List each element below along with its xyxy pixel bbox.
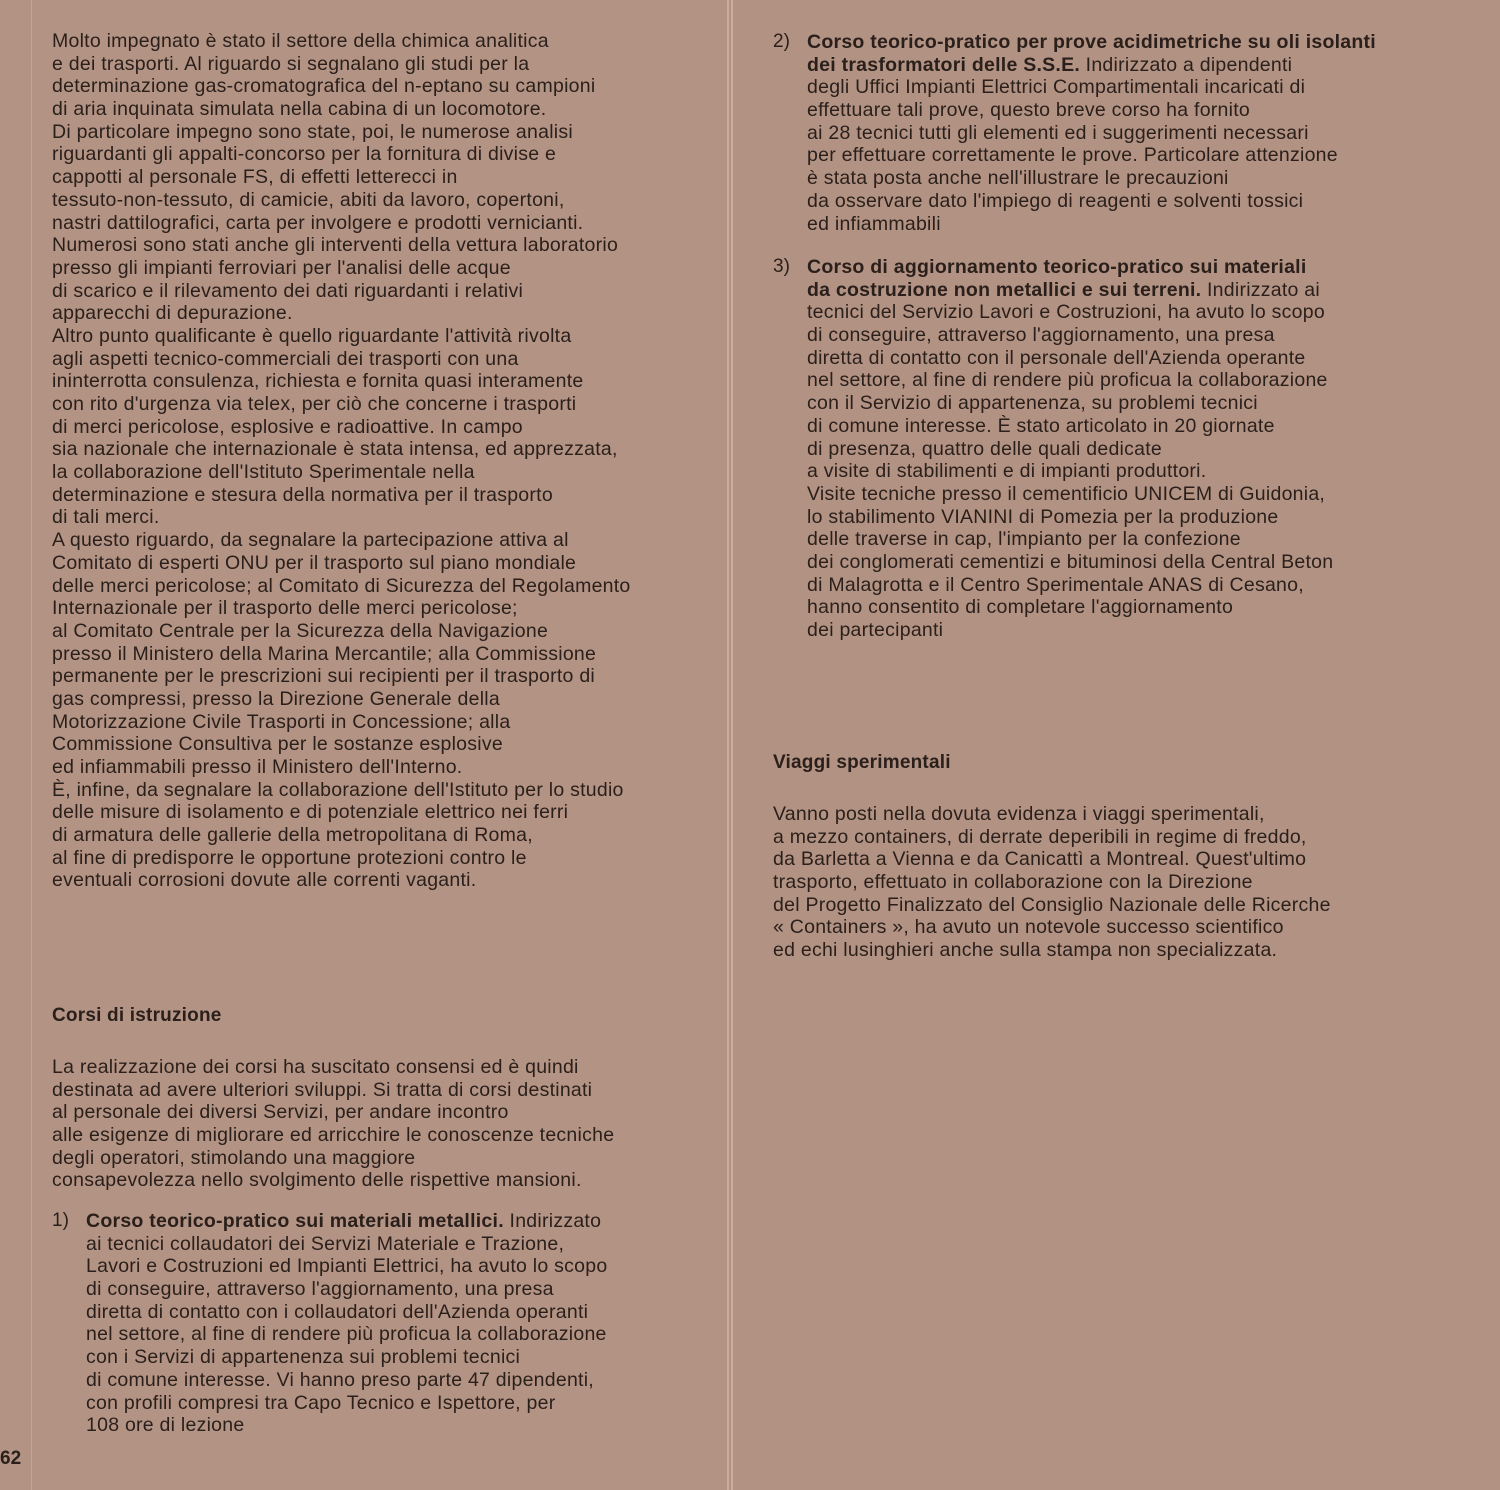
text-line: al personale dei diversi Servizi, per andare incontro: [52, 1101, 509, 1124]
text-line: a mezzo containers, di derrate deperibili in regime di freddo,: [773, 825, 1307, 848]
text-line: 108 ore di lezione: [86, 1414, 245, 1437]
course-item-title-line: [807, 54, 1376, 77]
text-line: con il Servizio di appartenenza, su problemi tecnici: [807, 392, 1258, 415]
text-line: sia nazionale che internazionale è stata intensa, ed apprezzata,: [52, 438, 618, 461]
text-line: di tali merci.: [52, 506, 160, 529]
text-line: presso gli impianti ferroviari per l'analisi delle acque: [52, 256, 511, 279]
course-item-number: 2): [773, 31, 790, 52]
text-line: Di particolare impegno sono state, poi, le numerose analisi: [52, 120, 573, 143]
text-line: ed echi lusinghieri anche sulla stampa non specializzata.: [773, 939, 1278, 962]
text-line: permanente per le prescrizioni sui recipienti per il trasporto di: [52, 665, 595, 688]
text-line: consapevolezza nello svolgimento delle rispettive mansioni.: [52, 1169, 582, 1192]
text-line: la collaborazione dell'Istituto Sperimentale nella: [52, 461, 475, 484]
text-line: a visite di stabilimenti e di impianti produttori.: [807, 460, 1207, 483]
text-line: con i Servizi di appartenenza sui problemi tecnici: [86, 1346, 521, 1369]
text-line: agli aspetti tecnico-commerciali dei trasporti con una: [52, 347, 519, 370]
course-item-title-rest: Indirizzato: [509, 1210, 602, 1232]
viaggi-paragraph: [773, 803, 1331, 962]
text-line: È, infine, da segnalare la collaborazione dell'Istituto per lo studio: [52, 778, 624, 801]
text-line: dei partecipanti: [807, 619, 944, 641]
text-line: di scarico e il rilevamento dei dati riguardanti i relativi: [52, 279, 524, 302]
text-line: da Barletta a Vienna e da Canicattì a Montreal. Quest'ultimo: [773, 848, 1307, 871]
text-line: con rito d'urgenza via telex, per ciò che concerne i trasporti: [52, 393, 577, 415]
text-line: hanno consentito di completare l'aggiornamento: [807, 596, 1234, 619]
text-line: diretta di contatto con il personale dell'Azienda operante: [807, 346, 1306, 369]
text-line: ai 28 tecnici tutti gli elementi ed i suggerimenti necessari: [807, 121, 1309, 144]
text-line: al Comitato Centrale per la Sicurezza della Navigazione: [52, 619, 549, 642]
text-line: Numerosi sono stati anche gli interventi della vettura laboratorio: [52, 234, 619, 257]
text-line: determinazione gas-cromatografica del n-eptano su campioni: [52, 75, 596, 98]
text-line: trasporto, effettuato in collaborazione con la Direzione: [773, 871, 1253, 894]
text-line: dei conglomerati cementizi e bituminosi della Central Beton: [807, 550, 1334, 573]
intro-paragraph: [52, 30, 631, 892]
text-line: al fine di predisporre le opportune protezioni contro le: [52, 846, 527, 869]
corsi-heading: Corsi di istruzione: [52, 1005, 222, 1026]
course-item-text: [807, 31, 1376, 235]
course-item-text: [86, 1210, 607, 1437]
viaggi-heading: Viaggi sperimentali: [773, 752, 951, 773]
text-line: delle misure di isolamento e di potenziale elettrico nei ferri: [52, 801, 569, 824]
text-line: Vanno posti nella dovuta evidenza i viaggi sperimentali,: [773, 803, 1265, 825]
text-line: nel settore, al fine di rendere più proficua la collaborazione: [86, 1323, 607, 1346]
course-item-text: [807, 256, 1333, 642]
text-line: delle traverse in cap, l'impianto per la confezione: [807, 528, 1241, 551]
text-line: delle merci pericolose; al Comitato di Sicurezza del Regolamento: [52, 574, 631, 597]
text-line: La realizzazione dei corsi ha suscitato consensi ed è quindi: [52, 1056, 579, 1078]
course-item-title: Corso teorico-pratico sui materiali metallici.: [86, 1210, 504, 1232]
text-line: del Progetto Finalizzato del Consiglio Nazionale delle Ricerche: [773, 893, 1331, 916]
text-line: di armatura delle gallerie della metropolitana di Roma,: [52, 824, 533, 847]
course-item-number: 3): [773, 256, 790, 277]
text-line: di merci pericolose, esplosive e radioattive. In campo: [52, 415, 523, 438]
text-line: di aria inquinata simulata nella cabina di un locomotore.: [52, 98, 547, 121]
text-line: Commissione Consultiva per le sostanze esplosive: [52, 733, 503, 756]
text-line: Visite tecniche presso il cementificio UNICEM di Guidonia,: [807, 482, 1326, 505]
text-line: di presenza, quattro delle quali dedicate: [807, 437, 1162, 460]
text-line: e dei trasporti. Al riguardo si segnalano gli studi per la: [52, 52, 530, 75]
text-line: lo stabilimento VIANINI di Pomezia per la produzione: [807, 505, 1279, 528]
text-line: nastri dattilografici, carta per involgere e prodotti vernicianti.: [52, 211, 584, 234]
gutter-line: [731, 0, 733, 1490]
course-item-title-line: Corso teorico-pratico per prove acidimetriche su oli isolanti: [807, 31, 1376, 53]
text-line: alle esigenze di migliorare ed arricchire le conoscenze tecniche: [52, 1124, 615, 1147]
page-number: 62: [0, 1448, 22, 1469]
text-line: gas compressi, presso la Direzione Generale della: [52, 687, 500, 710]
text-line: presso il Ministero della Marina Mercantile; alla Commissione: [52, 642, 597, 665]
text-line: è stata posta anche nell'illustrare le precauzioni: [807, 167, 1229, 190]
text-line: degli operatori, stimolando una maggiore: [52, 1146, 416, 1169]
corsi-intro-paragraph: [52, 1056, 614, 1192]
margin-line: [31, 0, 32, 1490]
course-item-title-rest: Indirizzato a dipendenti: [1085, 53, 1293, 76]
text-line: destinata ad avere ulteriori sviluppi. Si tratta di corsi destinati: [52, 1078, 593, 1101]
text-line: di comune interesse. È stato articolato in 20 giornate: [807, 414, 1275, 437]
text-line: eventuali corrosioni dovute alle correnti vaganti.: [52, 869, 477, 892]
text-line: ed infiammabili: [807, 212, 941, 235]
course-item-title-rest: Indirizzato ai: [1207, 278, 1320, 301]
text-line: cappotti al personale FS, di effetti letterecci in: [52, 166, 458, 189]
text-line: determinazione e stesura della normativa per il trasporto: [52, 483, 553, 506]
text-line: tecnici del Servizio Lavori e Costruzioni, ha avuto lo scopo: [807, 301, 1325, 324]
text-line: A questo riguardo, da segnalare la partecipazione attiva al: [52, 529, 569, 552]
text-line: ai tecnici collaudatori dei Servizi Materiale e Trazione,: [86, 1232, 565, 1255]
course-item-number: 1): [52, 1210, 69, 1231]
text-line: Lavori e Costruzioni ed Impianti Elettrici, ha avuto lo scopo: [86, 1255, 608, 1278]
text-line: diretta di contatto con i collaudatori dell'Azienda operanti: [86, 1300, 589, 1323]
text-line: Molto impegnato è stato il settore della chimica analitica: [52, 30, 549, 52]
course-item-title-line: [807, 279, 1333, 302]
gutter-line: [727, 0, 729, 1490]
text-line: Altro punto qualificante è quello riguardante l'attività rivolta: [52, 324, 572, 347]
text-line: Motorizzazione Civile Trasporti in Concessione; alla: [52, 710, 511, 733]
course-item-title-line: Corso di aggiornamento teorico-pratico sui materiali: [807, 256, 1307, 278]
text-line: da osservare dato l'impiego di reagenti e solventi tossici: [807, 189, 1304, 212]
text-line: Comitato di esperti ONU per il trasporto sul piano mondiale: [52, 551, 577, 574]
text-line: apparecchi di depurazione.: [52, 302, 293, 325]
text-line: di Malagrotta e il Centro Sperimentale ANAS di Cesano,: [807, 573, 1304, 596]
text-line: per effettuare correttamente le prove. Particolare attenzione: [807, 144, 1338, 167]
text-line: ininterrotta consulenza, richiesta e fornita quasi interamente: [52, 370, 584, 393]
text-line: nel settore, al fine di rendere più proficua la collaborazione: [807, 369, 1328, 392]
text-line: di conseguire, attraverso l'aggiornamento, una presa: [807, 324, 1275, 347]
text-line: tessuto-non-tessuto, di camicie, abiti da lavoro, copertoni,: [52, 188, 565, 211]
text-line: « Containers », ha avuto un notevole successo scientifico: [773, 916, 1284, 939]
text-line: effettuare tali prove, questo breve corso ha fornito: [807, 99, 1250, 122]
text-line: Internazionale per il trasporto delle merci pericolose;: [52, 597, 518, 620]
text-line: di conseguire, attraverso l'aggiornamento, una presa: [86, 1278, 554, 1301]
course-item-title-line: [86, 1210, 607, 1233]
course-item-title: dei trasformatori delle S.S.E.: [807, 53, 1080, 76]
text-line: riguardanti gli appalti-concorso per la fornitura di divise e: [52, 143, 557, 166]
text-line: ed infiammabili presso il Ministero dell'Interno.: [52, 756, 463, 778]
course-item-title: da costruzione non metallici e sui terreni.: [807, 278, 1202, 301]
text-line: con profili compresi tra Capo Tecnico e Ispettore, per: [86, 1391, 556, 1414]
text-line: degli Uffici Impianti Elettrici Compartimentali incaricati di: [807, 76, 1306, 99]
text-line: di comune interesse. Vi hanno preso parte 47 dipendenti,: [86, 1368, 594, 1391]
